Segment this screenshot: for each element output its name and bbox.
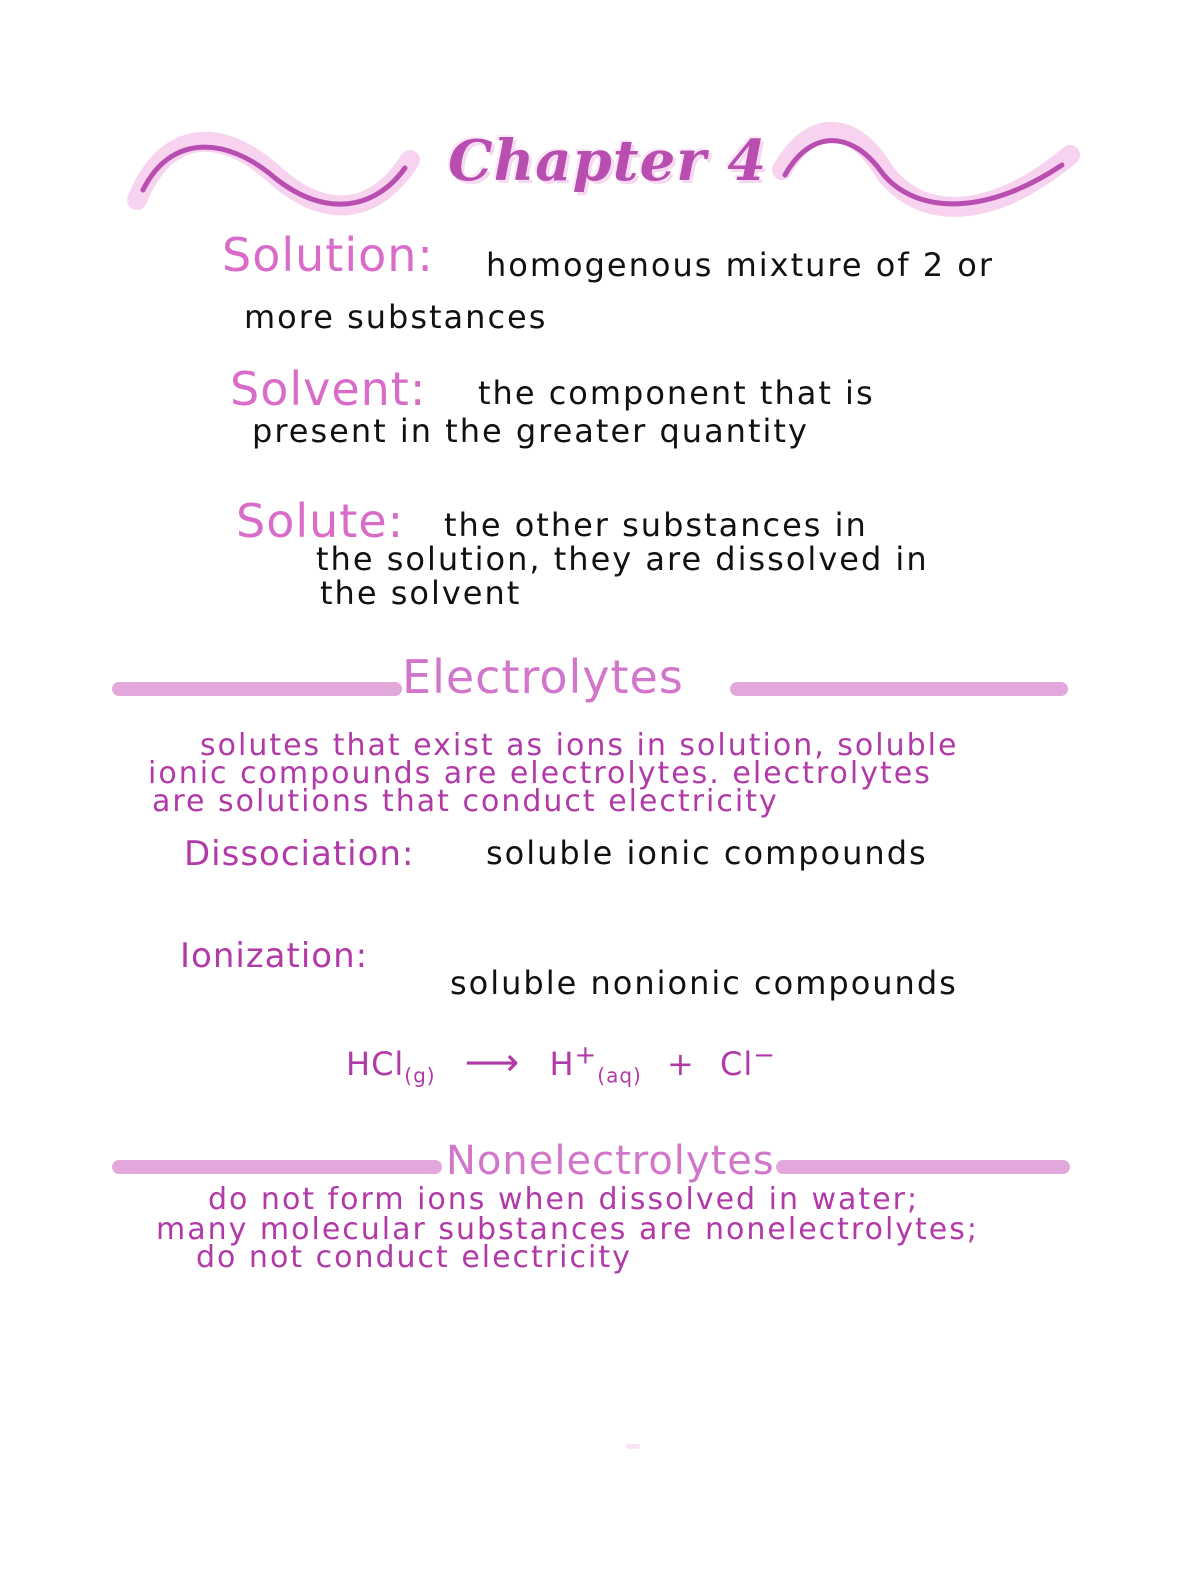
definition-solute-line1: the other substances in xyxy=(444,506,868,544)
equation-product1: H xyxy=(549,1045,575,1083)
term-solvent: Solvent : xyxy=(230,362,426,416)
dissociation-text: soluble ionic compounds xyxy=(486,834,928,872)
page-title: Chapter 4 xyxy=(448,128,768,194)
stray-mark-decoration xyxy=(626,1444,640,1449)
term-solution: Solution : xyxy=(222,228,434,282)
equation-plus: + xyxy=(667,1045,695,1083)
definition-solution-line1: homogenous mixture of 2 or xyxy=(486,246,995,284)
right-swirl-decoration xyxy=(770,120,1080,230)
nonelectrolytes-line1: do not form ions when dissolved in water; xyxy=(208,1182,920,1217)
reaction-arrow-icon: ⟶ xyxy=(464,1040,521,1084)
left-swirl-decoration xyxy=(125,120,425,230)
equation-reactant-state: (g) xyxy=(404,1063,436,1088)
ionization-text: soluble nonionic compounds xyxy=(450,964,958,1002)
equation-product2-charge: − xyxy=(753,1040,777,1071)
electrolytes-heading: Electrolytes xyxy=(402,650,684,704)
definition-solute-line2: the solution, they are dissolved in xyxy=(316,540,929,578)
electrolytes-line3: are solutions that conduct electricity xyxy=(152,784,779,819)
electrolytes-divider-left xyxy=(112,682,402,696)
definition-solvent-line2: present in the greater quantity xyxy=(252,412,809,450)
nonelectrolytes-heading: Nonelectrolytes xyxy=(446,1138,775,1184)
nonelectrolytes-divider-right xyxy=(776,1160,1070,1174)
equation-product1-state: (aq) xyxy=(597,1063,642,1088)
nonelectrolytes-line2: many molecular substances are nonelectrolytes; xyxy=(156,1212,979,1247)
electrolytes-line2: ionic compounds are electrolytes. electrolytes xyxy=(148,756,932,791)
definition-solution-line2: more substances xyxy=(244,298,548,336)
equation-product2: Cl xyxy=(720,1045,754,1083)
nonelectrolytes-divider-left xyxy=(112,1160,442,1174)
ionization-equation xyxy=(346,1040,776,1087)
equation-product1-charge: + xyxy=(574,1040,598,1071)
term-dissociation: Dissociation: xyxy=(184,834,415,874)
electrolytes-line1: solutes that exist as ions in solution, soluble xyxy=(200,728,959,763)
term-solute: Solute : xyxy=(236,494,404,548)
electrolytes-divider-right xyxy=(730,682,1068,696)
term-ionization: Ionization: xyxy=(180,936,369,976)
definition-solvent-line1: the component that is xyxy=(478,374,875,412)
nonelectrolytes-line3: do not conduct electricity xyxy=(196,1240,632,1275)
definition-solute-line3: the solvent xyxy=(320,574,522,612)
equation-reactant: HCl xyxy=(346,1045,405,1083)
